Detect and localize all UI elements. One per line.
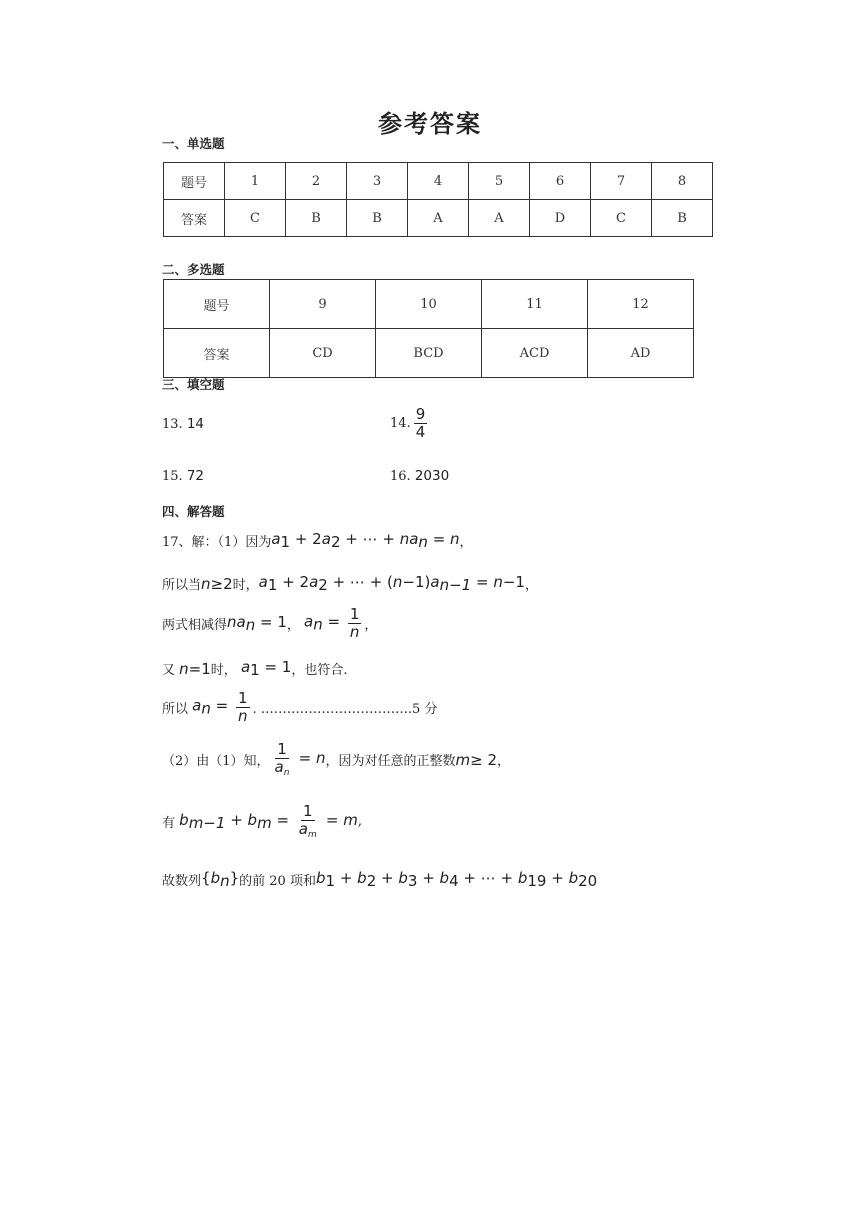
solution-line: 有 $b_{m-1} + b_m$ = $\frac{1}{a_m}$ = m , [162,802,363,840]
question-label: 14. [390,415,411,431]
math-expression: $\frac{1}{a_n}$ = n [274,740,326,778]
solution-line: 两式相减得 $na_n = 1$ ， $a_n$ = $\frac{1}{n}$ ， [162,605,378,641]
row-label: 答案 [164,329,270,378]
page-title: 参考答案 [378,110,482,138]
math-expression: $a_n$ = $\frac{1}{n}$ [304,605,360,641]
question-number: 5 [469,163,530,200]
solution-line: （2）由（1）知， $\frac{1}{a_n}$ = n ，因为对任意的正整数 m≥ 2 ， [162,740,511,778]
answer-cell: D [530,200,591,237]
question-number: 3 [347,163,408,200]
answer-cell: CD [270,329,376,378]
answer-cell: B [347,200,408,237]
math-expression: $na_n = 1$ [227,612,287,634]
question-label: 13. [162,416,183,432]
answer-value: 2030 [414,468,450,484]
solution-line: 所以 $a_n$ = $\frac{1}{n}$ . ……………………………..5 分 [162,689,438,725]
math-expression: $a_n$ = $\frac{1}{n}$ [192,689,248,725]
answer-cell: ACD [482,329,588,378]
question-number: 6 [530,163,591,200]
section-fill-blank: 三、填空题 [162,377,225,392]
row-label: 答案 [164,200,225,237]
question-label: 16. [390,468,411,484]
math-expression: $a_1 + 2a_2$ + ⋯ + $na_n = n$ [271,530,460,551]
math-expression: $a_1 + 2a_2$ + ⋯ + $(n-1)a_{n-1} = n-1$ [258,573,525,594]
table-row-answers [164,329,694,378]
row-label: 题号 [164,163,225,200]
multi-choice-table [163,279,694,378]
question-number: 9 [270,280,376,329]
section-multi-choice: 二、多选题 [162,262,225,277]
section-single-choice: 一、单选题 [162,136,225,151]
section-solve: 四、解答题 [162,504,225,519]
answer-cell: B [286,200,347,237]
math-expression: $b_{m-1} + b_m$ = $\frac{1}{a_m}$ = m [179,802,358,840]
answer-cell: A [469,200,530,237]
table-row-numbers [164,163,713,200]
question-number: 7 [591,163,652,200]
math-expression: n=1 [179,659,211,678]
math-expression: $b_1 + b_2 + b_3 + b_4$ + ⋯ + $b_{19} + b_{20}$ [315,869,598,890]
fill-answer-15 [162,468,204,484]
math-expression: $a_1 = 1$ [240,658,292,679]
question-number: 1 [225,163,286,200]
answer-cell: B [652,200,713,237]
question-number: 4 [408,163,469,200]
question-number: 10 [376,280,482,329]
answer-cell: AD [588,329,694,378]
question-number: 11 [482,280,588,329]
answer-value: 14 [186,416,205,432]
answer-cell: BCD [376,329,482,378]
answer-cell: C [225,200,286,237]
math-expression: n≥2 [201,574,233,593]
math-expression: m≥ 2 [455,750,497,769]
question-number: 2 [286,163,347,200]
table-row-numbers [164,280,694,329]
solution-line: 所以当 n≥2 时， $a_1 + 2a_2$ + ⋯ + $(n-1)a_{n-1} = n-1$ ， [162,573,538,594]
row-label: 题号 [164,280,270,329]
solution-line: 17、解：（1）因为 $a_1 + 2a_2$ + ⋯ + $na_n = n$ ， [162,530,473,551]
answer-value: 72 [186,468,205,484]
solution-line: 故数列 $\{b_n\}$ 的前 20 项和 $b_1 + b_2 + b_3 + b_4$ + ⋯ + $b_{19} + b_{20}$ [162,869,598,890]
table-row-answers [164,200,713,237]
question-number: 12 [588,280,694,329]
question-number: 8 [652,163,713,200]
fill-answer-13 [162,416,204,432]
answer-cell: C [591,200,652,237]
fill-answer-14 [390,406,430,440]
math-expression: $\{b_n\}$ [201,869,240,890]
solution-line: 又 n=1 时， $a_1 = 1$ ，也符合. [162,658,348,679]
answer-cell: A [408,200,469,237]
single-choice-table [163,162,713,237]
question-label: 15. [162,468,183,484]
fraction: $\frac{9}{4}$ [415,405,426,441]
fill-answer-16 [390,468,449,484]
